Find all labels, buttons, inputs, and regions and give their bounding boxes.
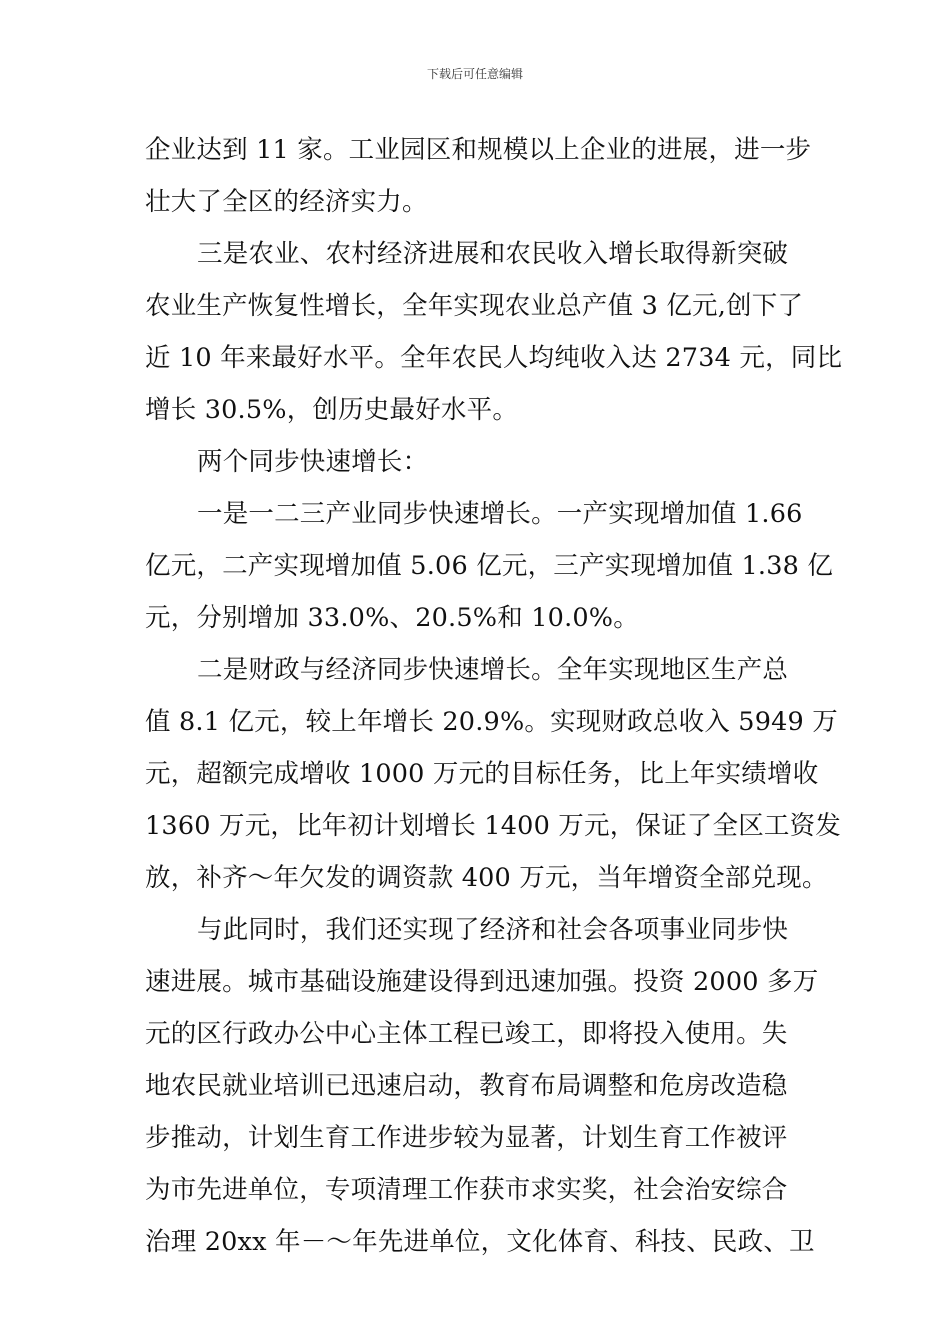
text-line: 元的区行政办公中心主体工程已竣工，即将投入使用。失 [145, 1019, 788, 1049]
text-line: 三是农业、农村经济进展和农民收入增长取得新突破 [197, 239, 789, 269]
text-line: 壮大了全区的经济实力。 [145, 187, 428, 217]
text-line: 企业达到 11 家。工业园区和规模以上企业的进展，进一步 [145, 135, 812, 165]
text-line: 一是一二三产业同步快速增长。一产实现增加值 1.66 [197, 499, 803, 529]
document-body [145, 124, 843, 1268]
text-line: 两个同步快速增长： [197, 447, 429, 477]
text-line: 值 8.1 亿元，较上年增长 20.9%。实现财政总收入 5949 万 [145, 707, 838, 737]
page-header: 下载后可任意编辑 [426, 67, 523, 81]
text-line: 元，超额完成增收 1000 万元的目标任务，比上年实绩增收 [145, 759, 819, 789]
text-line: 农业生产恢复性增长，全年实现农业总产值 3 亿元,创下了 [145, 291, 804, 321]
text-line: 近 10 年来最好水平。全年农民人均纯收入达 2734 元，同比 [145, 343, 843, 373]
text-line: 与此同时，我们还实现了经济和社会各项事业同步快 [197, 915, 789, 945]
text-line: 增长 30.5%，创历史最好水平。 [145, 395, 519, 425]
text-line: 亿元，二产实现增加值 5.06 亿元，三产实现增加值 1.38 亿 [145, 551, 834, 581]
text-line: 放，补齐～年欠发的调资款 400 万元，当年增资全部兑现。 [145, 863, 828, 893]
text-line: 速进展。城市基础设施建设得到迅速加强。投资 2000 多万 [145, 967, 819, 997]
text-line: 二是财政与经济同步快速增长。全年实现地区生产总 [197, 655, 789, 685]
text-line: 为市先进单位，专项清理工作获市求实奖，社会治安综合 [145, 1175, 788, 1205]
text-line: 步推动，计划生育工作进步较为显著，计划生育工作被评 [145, 1123, 788, 1153]
text-line: 地农民就业培训已迅速启动，教育布局调整和危房改造稳 [145, 1071, 788, 1101]
text-line: 元，分别增加 33.0%、20.5%和 10.0%。 [145, 603, 639, 633]
text-line: 治理 20xx 年－～年先进单位，文化体育、科技、民政、卫 [145, 1227, 815, 1257]
text-line: 1360 万元，比年初计划增长 1400 万元，保证了全区工资发 [145, 811, 842, 841]
